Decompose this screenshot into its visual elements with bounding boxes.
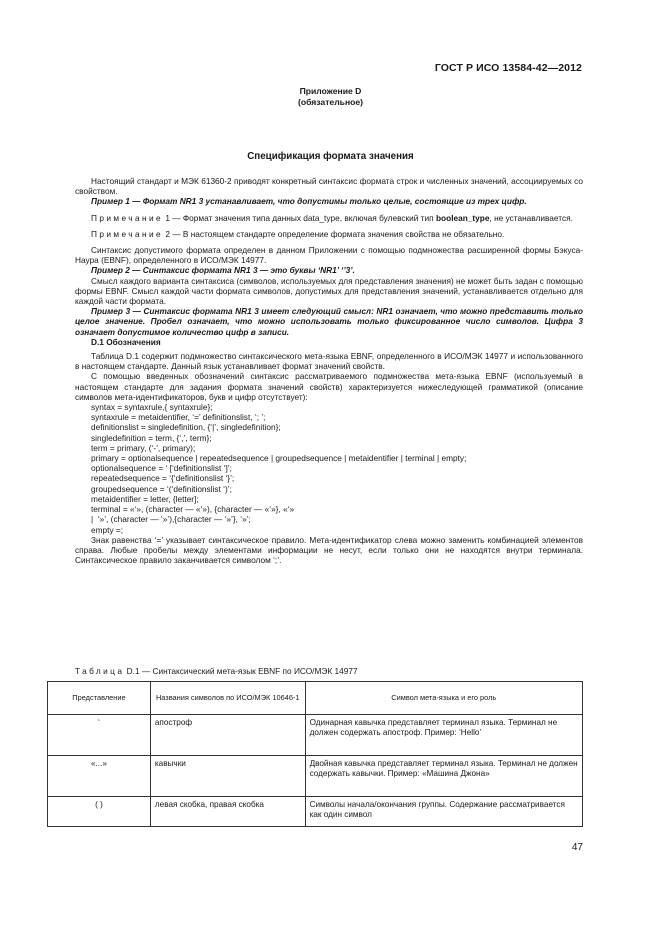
grammar-line: metaidentifier = letter, {letter];	[91, 493, 199, 504]
grammar-line: term = primary, (‘-’, primary);	[91, 442, 196, 453]
example-1: Пример 1 — Формат NR1 3 устанавливает, что допустимы только целые, состоящие из трех цифр.	[91, 196, 527, 207]
grammar-line: singledefinition = term, {‘,’, term};	[91, 432, 212, 443]
grammar-line: primary = optionalsequence | repeatedsequence | groupedsequence | metaidentifier | terminal | empty;	[91, 453, 467, 464]
note-text: 2 — В настоящем стандарте определение формата значения свойства не обязательно.	[163, 228, 505, 239]
example-2: Пример 2 — Синтаксис формата NR1 3 — это буквы ‘NR1’ ‘’3’.	[91, 265, 355, 276]
table-caption-text: D.1 — Синтаксический мета-язык EBNF по ИСО/МЭК 14977	[124, 666, 358, 676]
ebnf-table	[47, 681, 583, 827]
page-number: 47	[571, 842, 583, 853]
paragraph: Знак равенства ‘=’ указывает синтаксическое правило. Мета-идентификатор слева можно заменить комбинацией элементов справа. Любые пробелы между элементами информации не несут, если только они не находятся внутри терминала. Синтаксическое правило заканчивается символом ‘;’.	[75, 534, 583, 566]
subsection-heading: D.1 Обозначения	[91, 336, 161, 347]
grammar-line: repeatedsequence = ‘{‘definitionslist ‘}’;	[91, 473, 235, 484]
table-cell: левая скобка, правая скобка	[150, 797, 305, 827]
document-id: ГОСТ Р ИСО 13584-42—2012	[434, 62, 582, 74]
column-header: Названия символов по ИСО/МЭК 10646-1	[150, 682, 305, 715]
paragraph: Настоящий стандарт и МЭК 61360-2 приводят конкретный синтаксис формата строк и численных значений, ассоциируемых со свойством.	[75, 176, 583, 197]
paragraph: С помощью введенных обозначений синтаксис рассматриваемого подмножества мета-языка EBNF (используемый в настоящем стандарте для задания формата значений свойств) характеризуется нижеследующей грамматикой (описание символов мета-идентификаторов, букв и цифр отсутствует):	[75, 371, 583, 402]
grammar-line: syntaxrule = metaidentifier, ‘=’ definitionslist, ‘; ’;	[91, 412, 266, 423]
grammar-line: syntax = syntaxrule,{ syntaxrule};	[91, 402, 213, 413]
annex-status: (обязательное)	[297, 97, 364, 107]
grammar-line: terminal = «‘», (character — «‘»), {character — «‘»}, «‘»	[91, 504, 295, 515]
grammar-line: empty =;	[91, 524, 124, 535]
note-2	[75, 229, 583, 239]
grammar-line: optionalsequence = ‘ [‘definitionslist ‘]’;	[91, 463, 232, 474]
grammar-block	[75, 402, 583, 535]
table-caption	[75, 666, 358, 676]
annex-title: Приложение D	[299, 86, 362, 96]
table-cell: кавычки	[150, 756, 305, 797]
note-keyword: boolean_type	[435, 212, 490, 223]
note-text: 1 — Формат значения типа данных data_type, включая булевский тип	[163, 212, 436, 223]
table-cell: Одинарная кавычка представляет терминал языка. Терминал не должен содержать апостроф. Пример: ‘Hello’	[305, 715, 582, 756]
table-row	[48, 715, 583, 756]
table-row	[48, 797, 583, 827]
paragraph: Синтаксис допустимого формата определен в данном Приложении с помощью подмножества расширенной формы Бэкуса-Наура (EBNF), определенного в ИСО/МЭК 14977.	[75, 245, 583, 266]
note-label: Примечание	[91, 228, 164, 239]
table-caption-label: Таблица	[75, 666, 125, 676]
table-cell: Двойная кавычка представляет терминал языка. Терминал не должен содержать кавычки. Пример: «Машина Джона»	[305, 756, 582, 797]
paragraph: Таблица D.1 содержит подмножество синтаксического мета-языка EBNF, определенного в ИСО/МЭК 14977 и использованного в настоящем стандарте. Данный язык устанавливает формат значений свойств.	[75, 351, 583, 372]
note-label: Примечание	[91, 212, 164, 223]
note-text: , не устанавливается.	[489, 212, 573, 223]
document-body	[75, 176, 583, 565]
table-cell: ( )	[48, 797, 151, 827]
table-header-row	[48, 682, 583, 715]
note-1	[75, 213, 583, 223]
grammar-line: groupedsequence = ‘(‘definitionslist ‘)’;	[91, 483, 232, 494]
column-header: Представление	[48, 682, 151, 715]
column-header: Символ мета-языка и его роль	[305, 682, 582, 715]
table-row	[48, 756, 583, 797]
example-3: Пример 3 — Синтаксис формата NR1 3 имеет следующий смысл: NR1 означает, что можно представить только целое значение. Пробел означает, что можно использовать только фиксированное число символов. Цифра 3 означает допустимое количество цифр в записи.	[75, 306, 583, 337]
section-title: Спецификация формата значения	[247, 151, 414, 162]
grammar-line: | ‘»’, (character — ‘»’),{character — ‘»’}, ‘»’;	[91, 514, 251, 525]
paragraph: Смысл каждого варианта синтаксиса (символов, используемых для представления значения) не может быть задан с помощью формы EBNF. Смысл каждой части формата символов, допустимых для представления значений, устанавливается отдельно для каждой части формата.	[75, 275, 583, 307]
table-cell: «...»	[48, 756, 151, 797]
table-cell: апостроф	[150, 715, 305, 756]
table-cell: Символы начала/окончания группы. Содержание рассматривается как один символ	[305, 797, 582, 827]
grammar-line: definitionslist = singledefinition, {‘|’, singledefinition};	[91, 422, 281, 433]
table-cell: ‘	[48, 715, 151, 756]
